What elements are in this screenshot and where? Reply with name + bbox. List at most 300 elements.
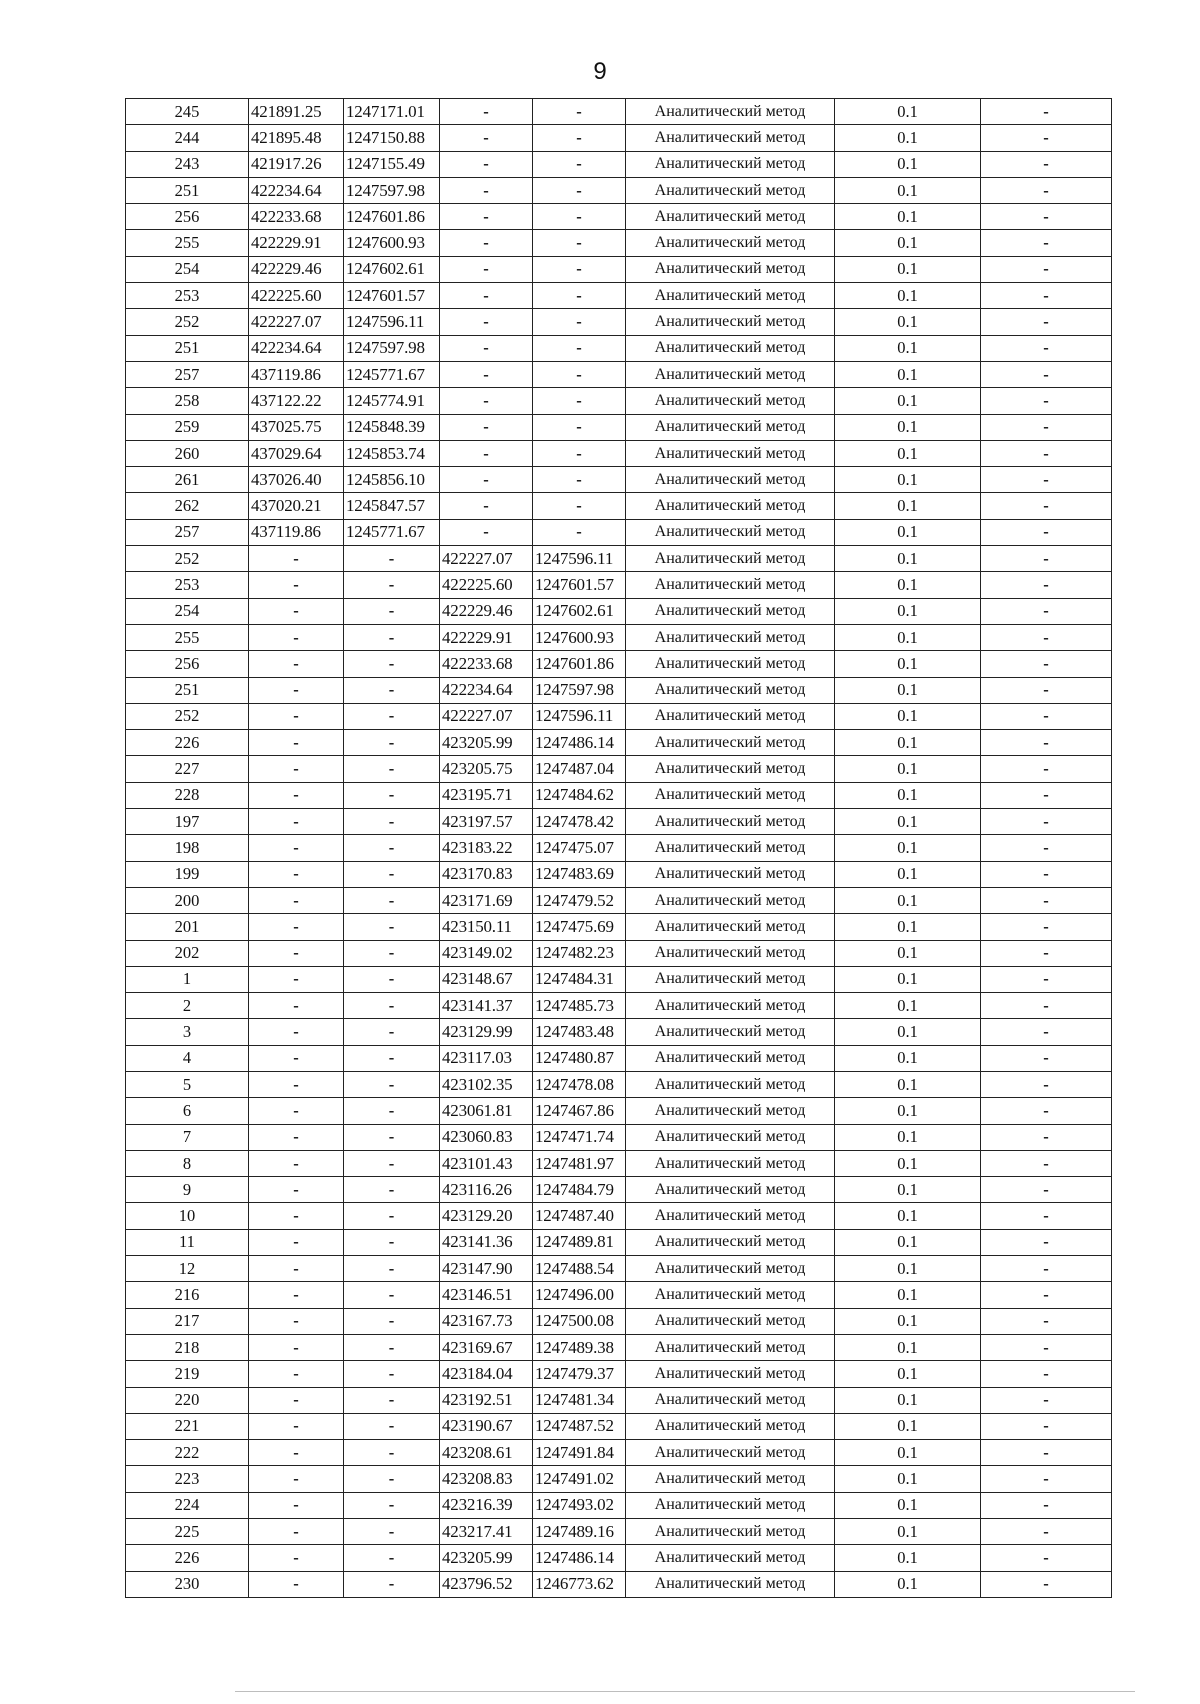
y-existing-cell: - (344, 1071, 440, 1097)
table-row (126, 519, 1112, 545)
point-number-cell: 222 (126, 1440, 249, 1466)
x-new-cell: 423170.83 (440, 861, 533, 887)
x-existing-cell: 437119.86 (249, 361, 344, 387)
x-new-cell: 423217.41 (440, 1519, 533, 1545)
x-existing-cell: - (249, 1440, 344, 1466)
y-new-cell: 1246773.62 (533, 1571, 626, 1597)
method-cell: Аналитический метод (626, 283, 835, 309)
description-cell: - (981, 1019, 1112, 1045)
y-new-cell: 1247487.40 (533, 1203, 626, 1229)
description-cell: - (981, 1282, 1112, 1308)
y-existing-cell: - (344, 809, 440, 835)
description-cell: - (981, 1387, 1112, 1413)
y-new-cell: - (533, 361, 626, 387)
table-row (126, 809, 1112, 835)
method-cell: Аналитический метод (626, 388, 835, 414)
method-cell: Аналитический метод (626, 1492, 835, 1518)
y-existing-cell: - (344, 624, 440, 650)
y-existing-cell: - (344, 887, 440, 913)
y-existing-cell: - (344, 1124, 440, 1150)
point-number-cell: 254 (126, 256, 249, 282)
point-number-cell: 252 (126, 309, 249, 335)
x-new-cell: 423141.37 (440, 993, 533, 1019)
description-cell: - (981, 230, 1112, 256)
accuracy-cell: 0.1 (835, 1571, 981, 1597)
x-existing-cell: - (249, 1150, 344, 1176)
point-number-cell: 262 (126, 493, 249, 519)
x-new-cell: 422227.07 (440, 546, 533, 572)
x-new-cell: 422233.68 (440, 651, 533, 677)
point-number-cell: 260 (126, 440, 249, 466)
point-number-cell: 10 (126, 1203, 249, 1229)
description-cell: - (981, 309, 1112, 335)
point-number-cell: 199 (126, 861, 249, 887)
description-cell: - (981, 467, 1112, 493)
y-existing-cell: - (344, 835, 440, 861)
y-new-cell: 1247489.16 (533, 1519, 626, 1545)
table-row (126, 546, 1112, 572)
description-cell: - (981, 782, 1112, 808)
x-new-cell: 423208.61 (440, 1440, 533, 1466)
x-existing-cell: - (249, 1098, 344, 1124)
point-number-cell: 256 (126, 204, 249, 230)
y-existing-cell: 1247602.61 (344, 256, 440, 282)
point-number-cell: 228 (126, 782, 249, 808)
y-new-cell: - (533, 414, 626, 440)
x-existing-cell: - (249, 782, 344, 808)
accuracy-cell: 0.1 (835, 1466, 981, 1492)
y-new-cell: 1247480.87 (533, 1045, 626, 1071)
description-cell: - (981, 1492, 1112, 1518)
method-cell: Аналитический метод (626, 914, 835, 940)
point-number-cell: 251 (126, 677, 249, 703)
accuracy-cell: 0.1 (835, 966, 981, 992)
method-cell: Аналитический метод (626, 519, 835, 545)
method-cell: Аналитический метод (626, 703, 835, 729)
y-existing-cell: 1247155.49 (344, 151, 440, 177)
accuracy-cell: 0.1 (835, 309, 981, 335)
table-row (126, 1256, 1112, 1282)
x-existing-cell: - (249, 756, 344, 782)
y-existing-cell: 1245847.57 (344, 493, 440, 519)
x-existing-cell: - (249, 914, 344, 940)
accuracy-cell: 0.1 (835, 1124, 981, 1150)
point-number-cell: 201 (126, 914, 249, 940)
y-new-cell: 1247487.04 (533, 756, 626, 782)
y-new-cell: 1247597.98 (533, 677, 626, 703)
y-new-cell: 1247596.11 (533, 546, 626, 572)
accuracy-cell: 0.1 (835, 414, 981, 440)
accuracy-cell: 0.1 (835, 1071, 981, 1097)
description-cell: - (981, 361, 1112, 387)
method-cell: Аналитический метод (626, 861, 835, 887)
y-new-cell: 1247484.62 (533, 782, 626, 808)
accuracy-cell: 0.1 (835, 887, 981, 913)
method-cell: Аналитический метод (626, 204, 835, 230)
table-row (126, 887, 1112, 913)
x-new-cell: 423101.43 (440, 1150, 533, 1176)
accuracy-cell: 0.1 (835, 1308, 981, 1334)
description-cell: - (981, 335, 1112, 361)
accuracy-cell: 0.1 (835, 756, 981, 782)
x-new-cell: 423167.73 (440, 1308, 533, 1334)
y-new-cell: 1247471.74 (533, 1124, 626, 1150)
y-existing-cell: 1247597.98 (344, 177, 440, 203)
description-cell: - (981, 1177, 1112, 1203)
y-existing-cell: 1245771.67 (344, 519, 440, 545)
accuracy-cell: 0.1 (835, 809, 981, 835)
point-number-cell: 257 (126, 361, 249, 387)
x-existing-cell: - (249, 598, 344, 624)
method-cell: Аналитический метод (626, 835, 835, 861)
y-new-cell: - (533, 467, 626, 493)
x-new-cell: 422229.91 (440, 624, 533, 650)
x-existing-cell: - (249, 1492, 344, 1518)
x-new-cell: 423116.26 (440, 1177, 533, 1203)
x-new-cell: 423197.57 (440, 809, 533, 835)
description-cell: - (981, 1361, 1112, 1387)
y-new-cell: 1247487.52 (533, 1413, 626, 1439)
method-cell: Аналитический метод (626, 887, 835, 913)
x-new-cell: 423150.11 (440, 914, 533, 940)
table-row (126, 1545, 1112, 1571)
x-existing-cell: - (249, 703, 344, 729)
accuracy-cell: 0.1 (835, 361, 981, 387)
page-bottom-divider (235, 1691, 1135, 1692)
x-existing-cell: - (249, 1571, 344, 1597)
accuracy-cell: 0.1 (835, 1256, 981, 1282)
point-number-cell: 258 (126, 388, 249, 414)
method-cell: Аналитический метод (626, 624, 835, 650)
accuracy-cell: 0.1 (835, 1334, 981, 1360)
x-existing-cell: - (249, 966, 344, 992)
x-new-cell: - (440, 493, 533, 519)
y-new-cell: - (533, 256, 626, 282)
point-number-cell: 257 (126, 519, 249, 545)
y-new-cell: 1247467.86 (533, 1098, 626, 1124)
point-number-cell: 11 (126, 1229, 249, 1255)
y-existing-cell: - (344, 703, 440, 729)
method-cell: Аналитический метод (626, 1098, 835, 1124)
point-number-cell: 216 (126, 1282, 249, 1308)
table-row (126, 177, 1112, 203)
description-cell: - (981, 887, 1112, 913)
method-cell: Аналитический метод (626, 1413, 835, 1439)
method-cell: Аналитический метод (626, 966, 835, 992)
x-new-cell: 422227.07 (440, 703, 533, 729)
table-row (126, 230, 1112, 256)
y-existing-cell: - (344, 1256, 440, 1282)
method-cell: Аналитический метод (626, 756, 835, 782)
accuracy-cell: 0.1 (835, 1440, 981, 1466)
x-new-cell: - (440, 151, 533, 177)
accuracy-cell: 0.1 (835, 283, 981, 309)
y-new-cell: 1247602.61 (533, 598, 626, 624)
description-cell: - (981, 1203, 1112, 1229)
table-row (126, 309, 1112, 335)
x-new-cell: 422225.60 (440, 572, 533, 598)
x-new-cell: - (440, 440, 533, 466)
description-cell: - (981, 1545, 1112, 1571)
description-cell: - (981, 519, 1112, 545)
method-cell: Аналитический метод (626, 1466, 835, 1492)
accuracy-cell: 0.1 (835, 230, 981, 256)
y-existing-cell: 1245848.39 (344, 414, 440, 440)
y-existing-cell: - (344, 940, 440, 966)
description-cell: - (981, 677, 1112, 703)
x-existing-cell: - (249, 1124, 344, 1150)
accuracy-cell: 0.1 (835, 99, 981, 125)
x-new-cell: 423171.69 (440, 887, 533, 913)
table-row (126, 756, 1112, 782)
y-new-cell: 1247482.23 (533, 940, 626, 966)
point-number-cell: 227 (126, 756, 249, 782)
y-existing-cell: 1247150.88 (344, 125, 440, 151)
x-new-cell: - (440, 388, 533, 414)
x-existing-cell: - (249, 1256, 344, 1282)
x-new-cell: 423060.83 (440, 1124, 533, 1150)
method-cell: Аналитический метод (626, 598, 835, 624)
y-new-cell: - (533, 283, 626, 309)
x-new-cell: 423208.83 (440, 1466, 533, 1492)
table-row (126, 1019, 1112, 1045)
description-cell: - (981, 914, 1112, 940)
x-new-cell: 423129.99 (440, 1019, 533, 1045)
accuracy-cell: 0.1 (835, 519, 981, 545)
description-cell: - (981, 204, 1112, 230)
y-new-cell: 1247475.07 (533, 835, 626, 861)
table-row (126, 572, 1112, 598)
description-cell: - (981, 1519, 1112, 1545)
table-row (126, 1071, 1112, 1097)
description-cell: - (981, 125, 1112, 151)
description-cell: - (981, 493, 1112, 519)
method-cell: Аналитический метод (626, 730, 835, 756)
y-existing-cell: - (344, 677, 440, 703)
method-cell: Аналитический метод (626, 177, 835, 203)
point-number-cell: 202 (126, 940, 249, 966)
x-new-cell: - (440, 204, 533, 230)
point-number-cell: 244 (126, 125, 249, 151)
x-new-cell: - (440, 467, 533, 493)
x-new-cell: 423148.67 (440, 966, 533, 992)
point-number-cell: 253 (126, 572, 249, 598)
y-existing-cell: 1247596.11 (344, 309, 440, 335)
table-row (126, 414, 1112, 440)
method-cell: Аналитический метод (626, 940, 835, 966)
point-number-cell: 255 (126, 624, 249, 650)
method-cell: Аналитический метод (626, 1361, 835, 1387)
table-row (126, 598, 1112, 624)
x-existing-cell: 422229.46 (249, 256, 344, 282)
description-cell: - (981, 756, 1112, 782)
description-cell: - (981, 835, 1112, 861)
point-number-cell: 243 (126, 151, 249, 177)
point-number-cell: 12 (126, 1256, 249, 1282)
table-row (126, 651, 1112, 677)
x-new-cell: 423205.99 (440, 1545, 533, 1571)
point-number-cell: 1 (126, 966, 249, 992)
table-row (126, 730, 1112, 756)
x-existing-cell: - (249, 809, 344, 835)
method-cell: Аналитический метод (626, 1045, 835, 1071)
x-new-cell: 423146.51 (440, 1282, 533, 1308)
y-existing-cell: - (344, 1440, 440, 1466)
x-existing-cell: 422225.60 (249, 283, 344, 309)
y-existing-cell: - (344, 1361, 440, 1387)
x-new-cell: - (440, 230, 533, 256)
table-row (126, 1519, 1112, 1545)
point-number-cell: 9 (126, 1177, 249, 1203)
point-number-cell: 198 (126, 835, 249, 861)
x-new-cell: 423169.67 (440, 1334, 533, 1360)
y-existing-cell: - (344, 1203, 440, 1229)
y-existing-cell: - (344, 966, 440, 992)
point-number-cell: 3 (126, 1019, 249, 1045)
table-row (126, 782, 1112, 808)
table-row (126, 966, 1112, 992)
y-existing-cell: - (344, 1019, 440, 1045)
x-new-cell: 423216.39 (440, 1492, 533, 1518)
description-cell: - (981, 598, 1112, 624)
x-existing-cell: - (249, 1545, 344, 1571)
accuracy-cell: 0.1 (835, 1229, 981, 1255)
description-cell: - (981, 703, 1112, 729)
method-cell: Аналитический метод (626, 256, 835, 282)
point-number-cell: 261 (126, 467, 249, 493)
y-existing-cell: 1245774.91 (344, 388, 440, 414)
x-new-cell: 423149.02 (440, 940, 533, 966)
y-new-cell: 1247484.31 (533, 966, 626, 992)
description-cell: - (981, 1256, 1112, 1282)
description-cell: - (981, 1571, 1112, 1597)
method-cell: Аналитический метод (626, 493, 835, 519)
point-number-cell: 224 (126, 1492, 249, 1518)
accuracy-cell: 0.1 (835, 1098, 981, 1124)
y-new-cell: 1247475.69 (533, 914, 626, 940)
table-row (126, 1229, 1112, 1255)
accuracy-cell: 0.1 (835, 835, 981, 861)
x-new-cell: 423117.03 (440, 1045, 533, 1071)
accuracy-cell: 0.1 (835, 651, 981, 677)
y-existing-cell: - (344, 1545, 440, 1571)
x-existing-cell: - (249, 1308, 344, 1334)
table-row (126, 1440, 1112, 1466)
x-existing-cell: - (249, 546, 344, 572)
x-existing-cell: 421895.48 (249, 125, 344, 151)
y-new-cell: 1247601.57 (533, 572, 626, 598)
y-existing-cell: - (344, 546, 440, 572)
accuracy-cell: 0.1 (835, 546, 981, 572)
y-new-cell: - (533, 519, 626, 545)
accuracy-cell: 0.1 (835, 572, 981, 598)
accuracy-cell: 0.1 (835, 388, 981, 414)
description-cell: - (981, 414, 1112, 440)
x-new-cell: - (440, 309, 533, 335)
accuracy-cell: 0.1 (835, 125, 981, 151)
table-row (126, 1334, 1112, 1360)
y-new-cell: 1247600.93 (533, 624, 626, 650)
accuracy-cell: 0.1 (835, 782, 981, 808)
x-new-cell: 423061.81 (440, 1098, 533, 1124)
table-row (126, 1177, 1112, 1203)
x-existing-cell: - (249, 1334, 344, 1360)
accuracy-cell: 0.1 (835, 1519, 981, 1545)
point-number-cell: 6 (126, 1098, 249, 1124)
point-number-cell: 252 (126, 546, 249, 572)
accuracy-cell: 0.1 (835, 1492, 981, 1518)
x-existing-cell: - (249, 940, 344, 966)
method-cell: Аналитический метод (626, 335, 835, 361)
x-existing-cell: 422234.64 (249, 335, 344, 361)
method-cell: Аналитический метод (626, 1019, 835, 1045)
table-row (126, 1150, 1112, 1176)
y-existing-cell: - (344, 1045, 440, 1071)
point-number-cell: 7 (126, 1124, 249, 1150)
x-existing-cell: - (249, 1282, 344, 1308)
y-new-cell: 1247485.73 (533, 993, 626, 1019)
x-new-cell: - (440, 256, 533, 282)
table-row (126, 835, 1112, 861)
table-row (126, 204, 1112, 230)
description-cell: - (981, 1334, 1112, 1360)
method-cell: Аналитический метод (626, 1229, 835, 1255)
x-existing-cell: - (249, 730, 344, 756)
method-cell: Аналитический метод (626, 1203, 835, 1229)
description-cell: - (981, 651, 1112, 677)
y-existing-cell: 1247601.86 (344, 204, 440, 230)
x-existing-cell: - (249, 1019, 344, 1045)
y-new-cell: - (533, 388, 626, 414)
x-existing-cell: - (249, 861, 344, 887)
x-existing-cell: - (249, 835, 344, 861)
method-cell: Аналитический метод (626, 125, 835, 151)
x-new-cell: 422229.46 (440, 598, 533, 624)
point-number-cell: 8 (126, 1150, 249, 1176)
accuracy-cell: 0.1 (835, 467, 981, 493)
y-new-cell: 1247479.37 (533, 1361, 626, 1387)
method-cell: Аналитический метод (626, 467, 835, 493)
accuracy-cell: 0.1 (835, 1177, 981, 1203)
y-existing-cell: - (344, 1466, 440, 1492)
method-cell: Аналитический метод (626, 651, 835, 677)
x-existing-cell: - (249, 624, 344, 650)
x-new-cell: 423205.99 (440, 730, 533, 756)
point-number-cell: 230 (126, 1571, 249, 1597)
x-existing-cell: - (249, 651, 344, 677)
accuracy-cell: 0.1 (835, 861, 981, 887)
point-number-cell: 4 (126, 1045, 249, 1071)
table-row (126, 1492, 1112, 1518)
coordinates-table (125, 98, 1112, 1598)
method-cell: Аналитический метод (626, 1308, 835, 1334)
y-new-cell: 1247478.42 (533, 809, 626, 835)
table-row (126, 99, 1112, 125)
y-existing-cell: - (344, 651, 440, 677)
description-cell: - (981, 1229, 1112, 1255)
accuracy-cell: 0.1 (835, 256, 981, 282)
description-cell: - (981, 1045, 1112, 1071)
table-row (126, 1361, 1112, 1387)
point-number-cell: 221 (126, 1413, 249, 1439)
y-new-cell: 1247483.69 (533, 861, 626, 887)
y-existing-cell: - (344, 1492, 440, 1518)
method-cell: Аналитический метод (626, 546, 835, 572)
x-new-cell: 423183.22 (440, 835, 533, 861)
method-cell: Аналитический метод (626, 1124, 835, 1150)
y-new-cell: - (533, 493, 626, 519)
method-cell: Аналитический метод (626, 99, 835, 125)
